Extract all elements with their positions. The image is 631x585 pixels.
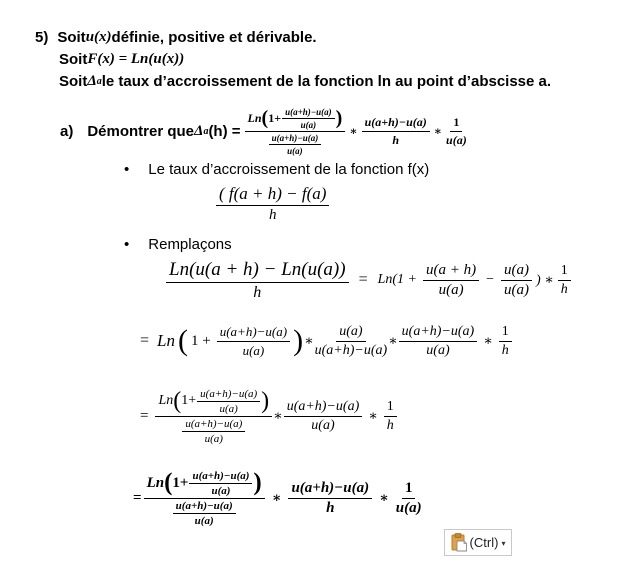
math-num: u(a+h)−u(a) [288, 480, 372, 499]
math-one-plus: 1+ [268, 110, 282, 125]
eq4-big-fraction [144, 470, 265, 527]
statement-1-math: u(x) [85, 29, 112, 45]
math-den: u(a) [211, 484, 231, 497]
math-num: 1 [450, 115, 462, 132]
math-den: u(a+h)−u(a) [314, 342, 388, 358]
math-ln: Ln [157, 331, 175, 350]
math-den: h [253, 283, 262, 301]
math-den: u(a) [426, 342, 450, 358]
math-ln: Ln [247, 110, 262, 125]
statement-3-pre: Soit [59, 73, 88, 90]
eq2-fraction-3 [399, 324, 478, 359]
math-num: u(a) [501, 262, 532, 281]
math-one-plus: 1 + [191, 332, 211, 349]
eq1-fraction-2 [501, 262, 532, 299]
problem-number: 5) [35, 29, 49, 46]
math-num: u(a) [336, 324, 365, 342]
equals-sign: = [358, 271, 368, 288]
clipboard-icon [451, 533, 467, 552]
math-num: 1 [558, 263, 571, 281]
math-num: u(a + h) [423, 262, 479, 281]
eq2-fraction-4 [499, 324, 512, 359]
math-ln-open: Ln(1 + [377, 272, 418, 287]
question-a-big-fraction [245, 107, 346, 156]
equals-sign: = [140, 407, 149, 424]
equation-4 [133, 462, 422, 534]
statement-2-math: F(x) = Ln(u(x)) [87, 51, 185, 67]
right-paren: ) [253, 468, 262, 496]
math-num: u(a+h)−u(a) [182, 418, 245, 432]
math-den: u(a) [504, 281, 530, 298]
equation-3 [140, 383, 397, 449]
math-num: u(a+h)−u(a) [399, 324, 478, 342]
math-den: u(a) [204, 432, 223, 445]
math-num: ( f(a + h) − f(a) [216, 184, 329, 206]
close-paren-star: ) ∗ [536, 272, 554, 288]
right-paren: ) [261, 388, 270, 414]
math-num: 1 [402, 480, 416, 499]
multiply-sign: ∗ [433, 123, 443, 138]
math-den: u(a) [311, 417, 335, 433]
eq1-lhs-fraction [166, 259, 349, 302]
multiply-sign: ∗ [304, 333, 314, 349]
math-num: Ln(u(a + h) − Ln(u(a)) [166, 259, 349, 283]
problem-number-line [35, 29, 317, 46]
statement-2 [59, 51, 184, 68]
eq3-fraction-3 [384, 399, 397, 434]
left-paren: ( [178, 323, 188, 357]
math-ln: Ln [158, 393, 174, 408]
math-ln: Ln [146, 474, 165, 491]
math-num: u(a+h)−u(a) [269, 133, 322, 145]
paste-options-label: (Ctrl) [469, 535, 499, 550]
eq4-fraction-2 [288, 480, 372, 517]
multiply-sign: ∗ [368, 408, 378, 424]
question-a-label: a) [60, 122, 74, 140]
bullet-marker: • [124, 236, 130, 253]
statement-3-post: le taux d’accroissement de la fonction ln au point d’abscisse a. [101, 73, 552, 90]
math-den: u(a) [395, 499, 422, 516]
statement-3 [59, 73, 551, 90]
statement-3-delta: Δ [87, 73, 97, 89]
statement-3-delta-sub: a [96, 76, 102, 87]
math-num: u(a+h)−u(a) [284, 399, 363, 417]
multiply-sign: ∗ [388, 333, 398, 349]
math-one-plus: 1+ [181, 393, 197, 408]
eq4-fraction-3 [396, 480, 422, 517]
question-a-text: Démontrer que [87, 122, 195, 140]
eq2-fraction-2 [315, 324, 388, 359]
bullet-marker: • [124, 161, 130, 178]
math-den: h [268, 207, 277, 223]
eq1-fraction-3 [558, 263, 571, 298]
math-num: u(a+h)−u(a) [217, 324, 290, 342]
math-den: h [392, 132, 400, 147]
multiply-sign: ∗ [273, 408, 283, 424]
chevron-down-icon: ▾ [501, 539, 506, 548]
math-num: u(a+h)−u(a) [189, 470, 252, 484]
bullet-replace [124, 236, 232, 253]
eq3-big-fraction [155, 388, 272, 445]
bullet-rate [124, 161, 429, 178]
eq2-fraction-1 [217, 324, 290, 359]
right-paren: ) [293, 323, 304, 357]
minus-sign: − [486, 272, 495, 287]
math-num: 1 [384, 399, 397, 417]
rate-fraction [216, 184, 329, 224]
question-a-fraction-3 [446, 115, 467, 148]
question-a-delta-sub: a [203, 125, 209, 137]
paste-options-button[interactable] [444, 529, 512, 556]
math-den: u(a) [194, 514, 214, 527]
math-num: 1 [499, 324, 512, 342]
bullet-replace-text: Remplaçons [148, 236, 232, 253]
left-paren: ( [164, 468, 173, 496]
statement-1-pre: Soit [57, 29, 86, 46]
equation-1 [166, 254, 571, 306]
math-den: u(a) [219, 402, 238, 415]
bullet-rate-text: Le taux d’accroissement de la fonction f(x) [148, 161, 430, 178]
statement-1-post: définie, positive et dérivable. [111, 29, 317, 46]
math-den: u(a) [438, 281, 464, 298]
right-paren: ) [335, 106, 343, 129]
math-den: u(a) [300, 119, 317, 130]
left-paren: ( [261, 106, 269, 129]
math-num: u(a+h)−u(a) [362, 115, 430, 132]
multiply-sign: ∗ [379, 490, 389, 506]
math-den: h [560, 281, 568, 297]
math-num: u(a+h)−u(a) [282, 107, 335, 119]
math-den: u(a) [446, 132, 467, 147]
question-a [60, 102, 467, 160]
math-den: h [326, 499, 335, 516]
math-num: u(a+h)−u(a) [197, 388, 260, 402]
equation-2 [140, 318, 512, 364]
eq3-fraction-2 [284, 399, 363, 434]
math-num: u(a+h)−u(a) [173, 500, 236, 514]
multiply-sign: ∗ [349, 123, 358, 138]
multiply-sign: ∗ [483, 333, 493, 349]
question-a-arg: (h) = [208, 122, 241, 140]
math-one-plus: 1+ [172, 474, 189, 491]
question-a-fraction-2 [362, 115, 430, 148]
statement-2-pre: Soit [59, 51, 88, 68]
equals-sign: = [133, 489, 142, 506]
math-den: u(a) [242, 342, 265, 358]
question-a-delta: Δ [194, 122, 204, 139]
math-den: h [386, 417, 394, 433]
eq1-fraction-1 [423, 262, 479, 299]
math-den: h [501, 342, 509, 358]
math-den: u(a) [287, 145, 303, 156]
left-paren: ( [173, 388, 182, 414]
multiply-sign: ∗ [271, 490, 282, 506]
equals-sign: = [140, 332, 150, 349]
